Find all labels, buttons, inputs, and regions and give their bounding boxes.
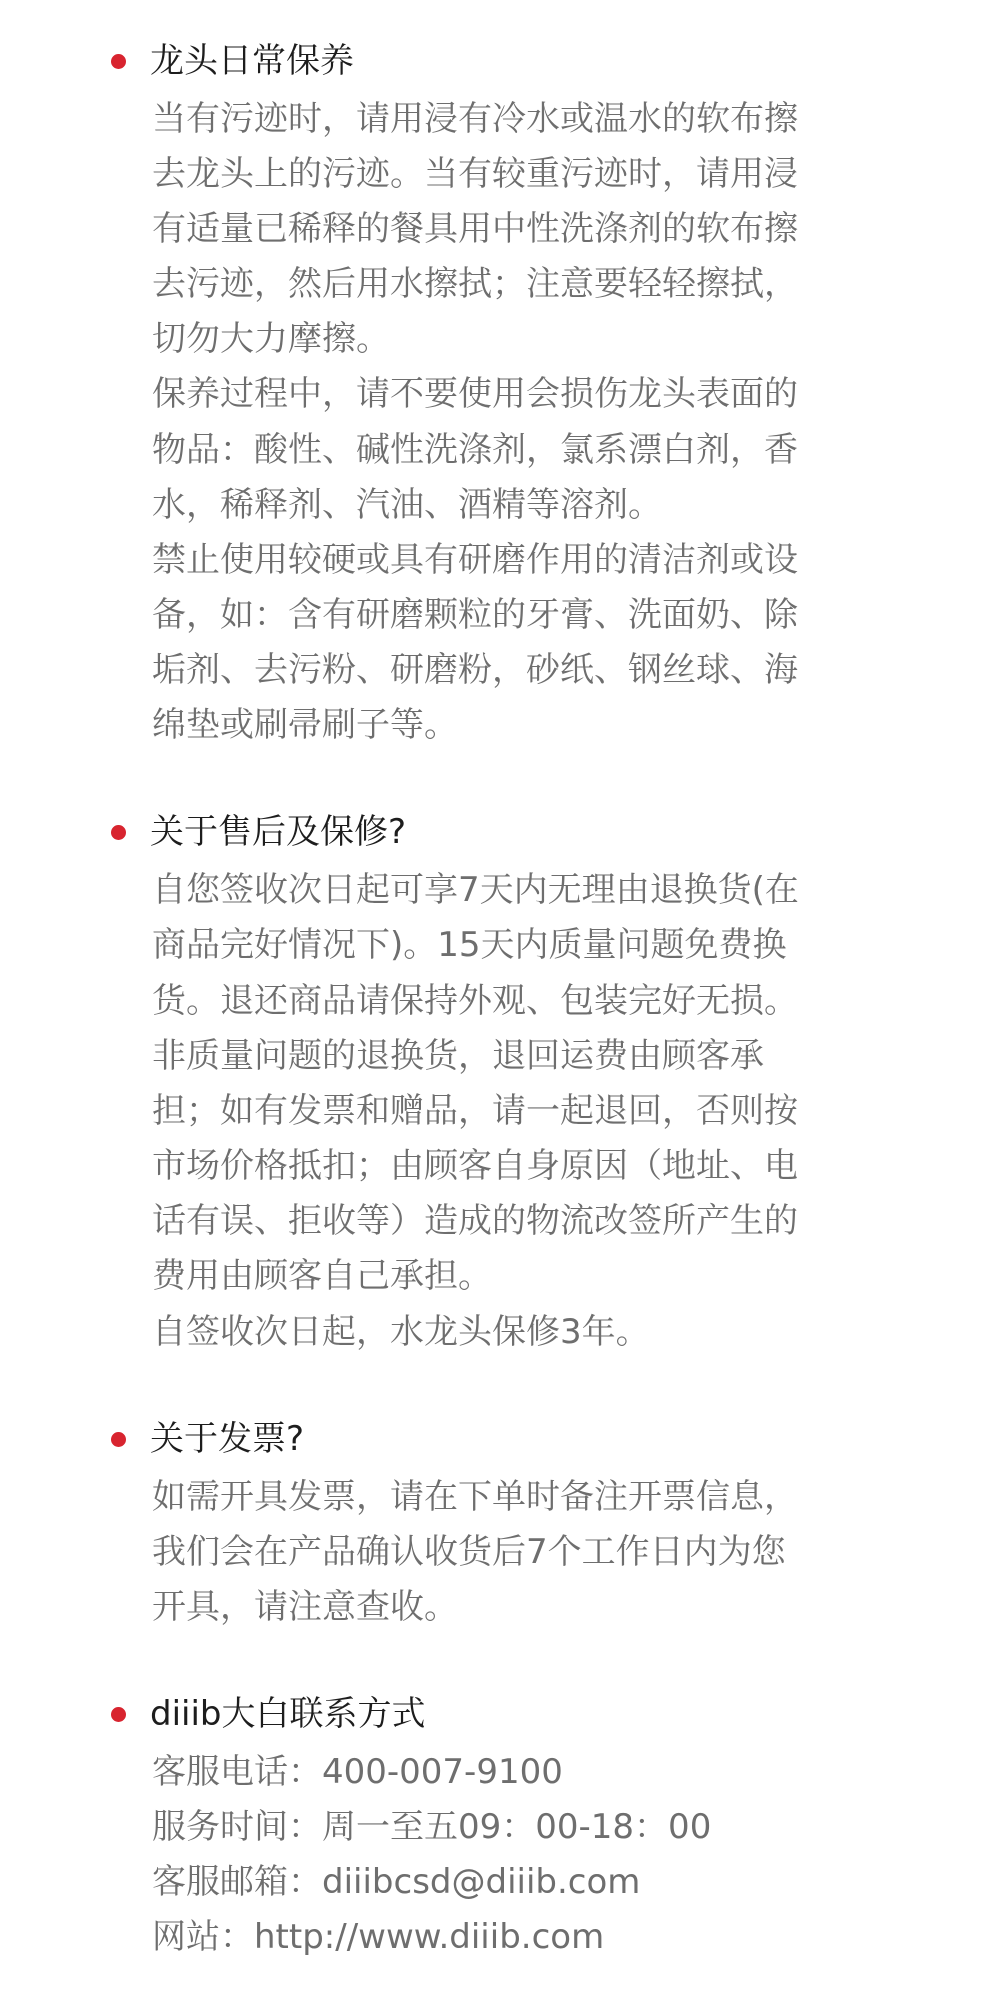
section-heading: 关于售后及保修? <box>150 812 407 852</box>
text-line: 如需开具发票，请在下单时备注开票信息， <box>152 1477 798 1517</box>
bullet-icon <box>111 825 126 840</box>
bullet-icon <box>111 1707 126 1722</box>
contact-email: 客服邮箱：diiibcsd@diiib.com <box>152 1862 641 1902</box>
text-line: 切勿大力摩擦。 <box>152 319 390 359</box>
text-line: 货。退还商品请保持外观、包装完好无损。 <box>152 981 798 1021</box>
text-line: 话有误、拒收等）造成的物流改签所产生的 <box>152 1201 798 1241</box>
text-line: 有适量已稀释的餐具用中性洗涤剂的软布擦 <box>152 209 798 249</box>
text-line: 我们会在产品确认收货后7个工作日内为您 <box>152 1532 786 1572</box>
text-line: 备，如：含有研磨颗粒的牙膏、洗面奶、除 <box>152 595 798 635</box>
text-line: 非质量问题的退换货，退回运费由顾客承 <box>152 1036 764 1076</box>
text-line: 自签收次日起，水龙头保修3年。 <box>152 1312 650 1352</box>
text-line: 保养过程中，请不要使用会损伤龙头表面的 <box>152 374 798 414</box>
text-line: 商品完好情况下)。15天内质量问题免费换 <box>152 925 787 965</box>
section-heading: 关于发票? <box>150 1419 305 1459</box>
text-line: 去污迹，然后用水擦拭；注意要轻轻擦拭， <box>152 264 798 304</box>
text-line: 当有污迹时，请用浸有冷水或温水的软布擦 <box>152 99 798 139</box>
text-line: 绵垫或刷帚刷子等。 <box>152 705 458 745</box>
contact-phone: 客服电话：400-007-9100 <box>152 1752 563 1792</box>
text-line: 担；如有发票和赠品，请一起退回，否则按 <box>152 1091 798 1131</box>
text-line: 自您签收次日起可享7天内无理由退换货(在 <box>152 870 799 910</box>
text-line: 垢剂、去污粉、研磨粉，砂纸、钢丝球、海 <box>152 650 798 690</box>
contact-hours: 服务时间：周一至五09：00-18：00 <box>152 1807 712 1847</box>
contact-website: 网站：http://www.diiib.com <box>152 1917 605 1957</box>
bullet-icon <box>111 54 126 69</box>
text-line: 物品：酸性、碱性洗涤剂，氯系漂白剂，香 <box>152 430 798 470</box>
text-line: 市场价格抵扣；由顾客自身原因（地址、电 <box>152 1146 798 1186</box>
text-line: 开具，请注意查收。 <box>152 1587 458 1627</box>
text-line: 费用由顾客自己承担。 <box>152 1256 492 1296</box>
text-line: 去龙头上的污迹。当有较重污迹时，请用浸 <box>152 154 798 194</box>
text-line: 水，稀释剂、汽油、酒精等溶剂。 <box>152 485 662 525</box>
bullet-icon <box>111 1432 126 1447</box>
section-heading: diiib大白联系方式 <box>150 1694 426 1734</box>
text-line: 禁止使用较硬或具有研磨作用的清洁剂或设 <box>152 540 798 580</box>
section-heading: 龙头日常保养 <box>150 41 354 81</box>
